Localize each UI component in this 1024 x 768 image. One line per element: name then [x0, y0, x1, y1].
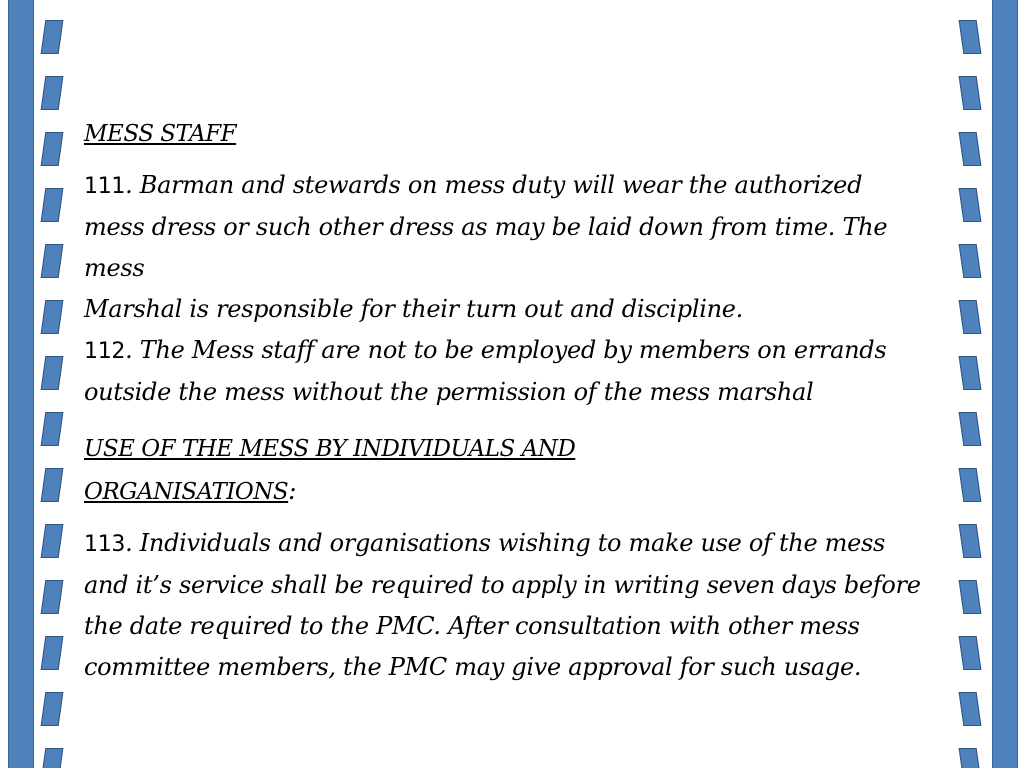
paragraph-112	[84, 330, 944, 413]
paragraph-number: 113	[84, 532, 126, 557]
perforation-block	[959, 76, 982, 110]
heading-text: USE OF THE MESS BY INDIVIDUALS AND	[84, 436, 576, 462]
perforation-block	[959, 20, 982, 54]
perforation-block	[959, 580, 982, 614]
perforation-block	[41, 188, 64, 222]
perforation-block	[41, 748, 64, 768]
perforation-block	[959, 244, 982, 278]
right-film-perforations	[957, 0, 987, 768]
perforation-block	[959, 748, 982, 768]
perforation-block	[41, 20, 64, 54]
paragraph-line: and it’s service shall be required to apply in writing seven days before	[84, 571, 921, 599]
perforation-block	[41, 524, 64, 558]
perforation-block	[41, 692, 64, 726]
perforation-block	[959, 692, 982, 726]
paragraph-line: the date required to the PMC. After consultation with other mess	[84, 612, 860, 640]
paragraph-111	[84, 165, 944, 330]
paragraph-line: outside the mess without the permission of the mess marshal	[84, 378, 814, 406]
left-film-perforations	[39, 0, 69, 768]
perforation-block	[959, 188, 982, 222]
left-border-bar	[8, 0, 34, 768]
perforation-block	[959, 300, 982, 334]
paragraph-113	[84, 523, 944, 688]
heading-colon: :	[288, 476, 297, 505]
perforation-block	[41, 356, 64, 390]
perforation-block	[41, 300, 64, 334]
perforation-block	[959, 468, 982, 502]
document-body	[84, 112, 944, 688]
perforation-block	[41, 76, 64, 110]
paragraph-number: 111	[84, 174, 126, 199]
paragraph-line: . The Mess staff are not to be employed by members on errands	[125, 336, 887, 364]
perforation-block	[41, 468, 64, 502]
perforation-block	[41, 244, 64, 278]
perforation-block	[959, 636, 982, 670]
perforation-block	[41, 132, 64, 166]
paragraph-line: . Individuals and organisations wishing to make use of the mess	[125, 529, 886, 557]
paragraph-line: committee members, the PMC may give approval for such usage.	[84, 653, 862, 681]
perforation-block	[959, 412, 982, 446]
perforation-block	[41, 580, 64, 614]
perforation-block	[959, 356, 982, 390]
paragraph-number: 112	[84, 339, 126, 364]
perforation-block	[41, 412, 64, 446]
perforation-block	[959, 132, 982, 166]
heading-text: MESS STAFF	[84, 121, 237, 147]
right-border-bar	[992, 0, 1018, 768]
paragraph-line: Marshal is responsible for their turn out and discipline.	[84, 295, 743, 323]
perforation-block	[959, 524, 982, 558]
section-heading-mess-staff	[84, 112, 944, 155]
perforation-block	[41, 636, 64, 670]
section-heading-use-of-mess	[84, 427, 944, 513]
heading-text: ORGANISATIONS	[84, 479, 289, 505]
paragraph-line: . Barman and stewards on mess duty will wear the authorized	[125, 171, 863, 199]
paragraph-line: mess dress or such other dress as may be laid down from time. The mess	[84, 213, 888, 282]
